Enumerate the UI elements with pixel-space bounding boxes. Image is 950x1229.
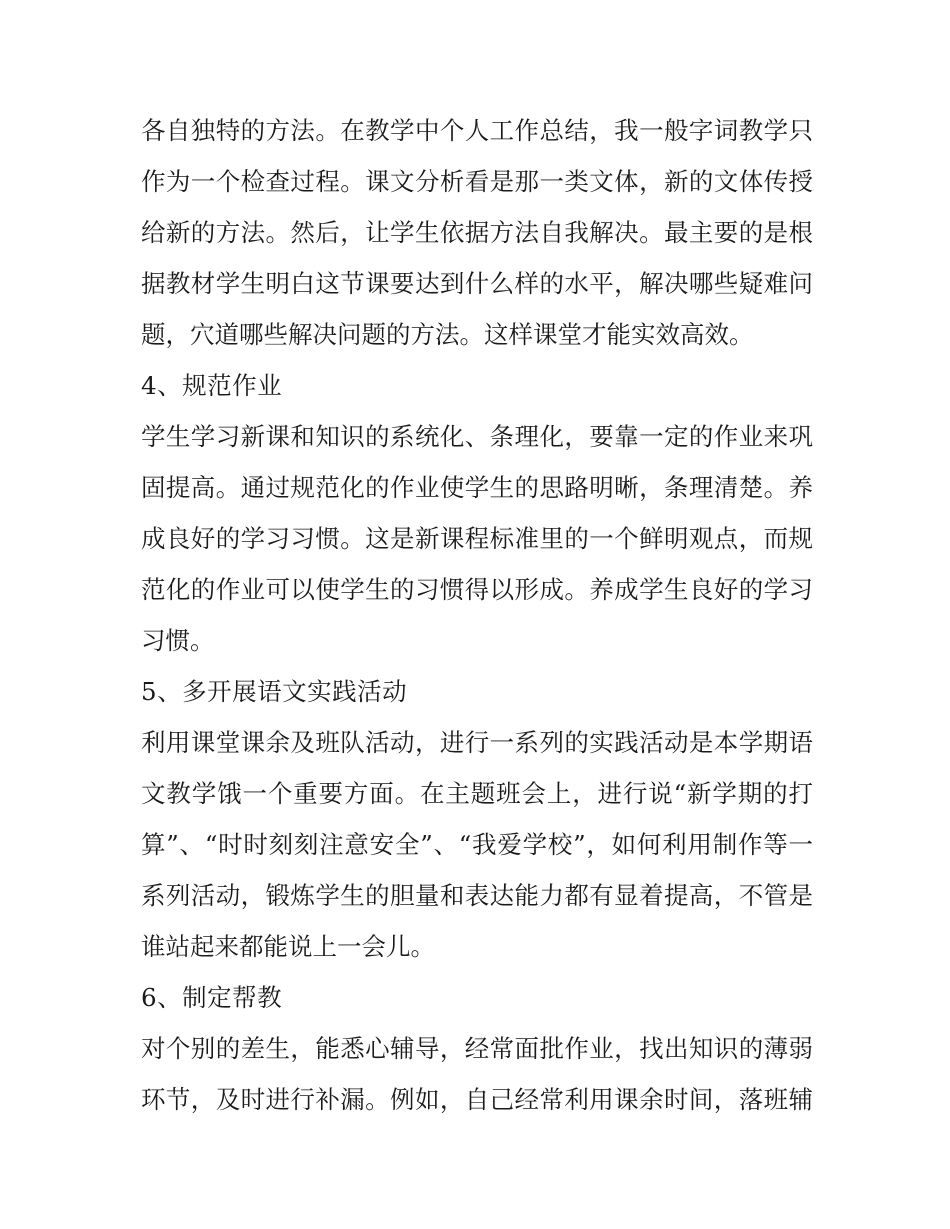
paragraph-tutoring xyxy=(141,1023,813,1125)
text-line: 作为一个检查过程。课文分析看是那一类文体，新的文体传授 xyxy=(141,167,813,196)
text-line: 给新的方法。然后，让学生依据方法自我解决。最主要的是根 xyxy=(141,218,813,247)
paragraph-homework xyxy=(141,411,813,666)
section-heading-practice-activities: 5、多开展语文实践活动 xyxy=(141,677,408,706)
text-line: 题，穴道哪些解决问题的方法。这样课堂才能实效高效。 xyxy=(141,320,754,349)
text-line: 谁站起来都能说上一会儿。 xyxy=(141,932,435,961)
text-line: 系列活动，锻炼学生的胆量和表达能力都有显着提高，不管是 xyxy=(141,881,813,910)
text-line: 各自独特的方法。在教学中个人工作总结，我一般字词教学只 xyxy=(141,116,813,145)
paragraph-method xyxy=(141,105,813,360)
text-line: 成良好的学习习惯。这是新课程标准里的一个鲜明观点，而规 xyxy=(141,524,813,553)
paragraph-activities xyxy=(141,717,813,972)
text-line: 利用课堂课余及班队活动，进行一系列的实践活动是本学期语 xyxy=(141,728,813,757)
text-line: 文教学饿一个重要方面。在主题班会上，进行说“新学期的打 xyxy=(141,779,813,808)
document-page xyxy=(141,105,813,1125)
section-heading-tutoring: 6、制定帮教 xyxy=(141,983,283,1012)
text-line: 范化的作业可以使学生的习惯得以形成。养成学生良好的学习 xyxy=(141,575,813,604)
text-line: 学生学习新课和知识的系统化、条理化，要靠一定的作业来巩 xyxy=(141,422,813,451)
text-line: 算”、“时时刻刻注意安全”、“我爱学校”，如何利用制作等一 xyxy=(141,830,813,859)
section-heading-standard-homework: 4、规范作业 xyxy=(141,371,283,400)
text-line: 据教材学生明白这节课要达到什么样的水平，解决哪些疑难问 xyxy=(141,269,813,298)
text-line: 环节，及时进行补漏。例如，自己经常利用课余时间，落班辅 xyxy=(141,1085,813,1114)
text-line: 习惯。 xyxy=(141,626,215,655)
text-line: 固提高。通过规范化的作业使学生的思路明晰，条理清楚。养 xyxy=(141,473,813,502)
text-line: 对个别的差生，能悉心辅导，经常面批作业，找出知识的薄弱 xyxy=(141,1034,813,1063)
